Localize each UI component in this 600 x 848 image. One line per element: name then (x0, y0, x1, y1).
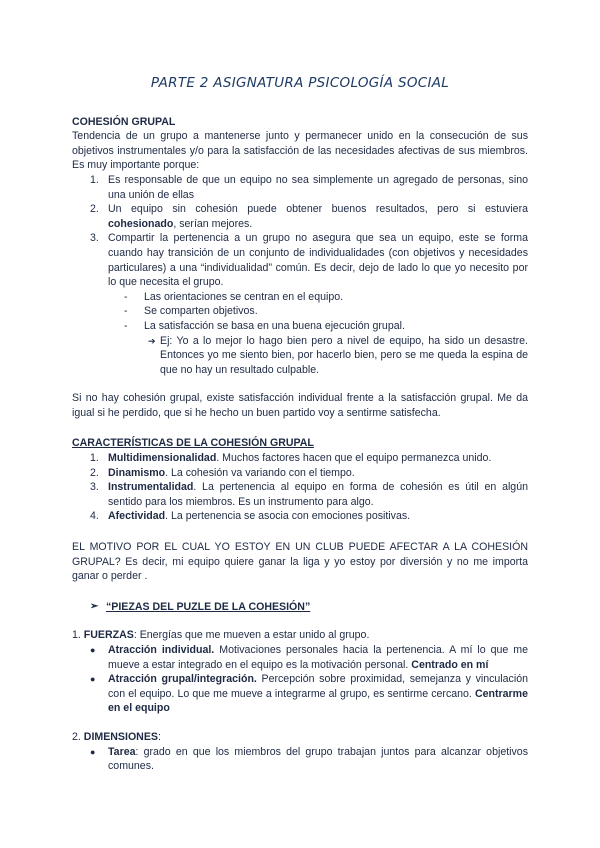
section-heading-puzzle: ➢ “PIEZAS DEL PUZLE DE LA COHESIÓN” (90, 600, 311, 613)
club-motive-question: EL MOTIVO POR EL CUAL YO ESTOY EN UN CLUB PUEDE AFECTAR A LA COHESIÓN GRUPAL? Es decir, mi equipo quiere ganar la liga y yo estoy por diversión y no me importa ganar o perder . (72, 541, 528, 583)
arrow-icon: ➔ (148, 335, 156, 346)
list-item: 1. Multidimensionalidad. Muchos factores hacen que el equipo permanezca unido. (90, 452, 492, 465)
list-item: 3. Compartir la pertenencia a un grupo no asegura que sea un equipo, este se forma cuando hay transición de un conjunto de individualidades (con objetivos y necesidades particulares) a una “individualidad” común. Es decir, dejo de lado lo que yo necesito por lo que necesita el grupo. (90, 232, 528, 289)
team-features-list (72, 290, 528, 334)
list-item: - Las orientaciones se centran en el equipo. (124, 290, 344, 303)
list-item: ● Atracción grupal/integración. Percepción sobre proximidad, semejanza y vinculación con el equipo. Lo que me mueve a integrarme al grupo, es sentirme cercano. Centrarme en el equipo (90, 673, 528, 715)
arrowhead-icon: ➢ (90, 600, 99, 612)
list-item: 3. Instrumentalidad. La pertenencia al equipo en forma de cohesión es útil en algún sentido para los miembros. Es un instrumento para algo. (90, 481, 528, 508)
cohesion-definition: Tendencia de un grupo a mantenerse junto y permanecer unido en la consecución de sus objetivos instrumentales y/o para la satisfacción de las necesidades afectivas de sus miembros. Es muy importante porque: (72, 130, 528, 172)
dimensiones-heading: 2. DIMENSIONES: (72, 730, 161, 743)
cohesion-closing-paragraph: Si no hay cohesión grupal, existe satisfacción individual frente a la satisfacción grupal. Me da igual si he perdido, que si he hecho un buen partido voy a sentirme satisfecha. (72, 392, 528, 419)
characteristics-list (72, 451, 528, 524)
list-item: 2. Un equipo sin cohesión puede obtener buenos resultados, pero si estuviera cohesionado, serían mejores. (90, 203, 528, 230)
cohesion-reasons-list (72, 173, 528, 290)
document-title: PARTE 2 ASIGNATURA PSICOLOGÍA SOCIAL (150, 75, 450, 91)
section-heading-cohesion: COHESIÓN GRUPAL (72, 115, 176, 128)
dimensiones-list (72, 745, 528, 774)
list-item: 1. Es responsable de que un equipo no sea simplemente un agregado de personas, sino una unión de ellas (90, 173, 528, 201)
fuerzas-list (72, 643, 528, 716)
list-item: - La satisfacción se basa en una buena ejecución grupal. (124, 319, 405, 332)
list-item: 2. Dinamismo. La cohesión va variando con el tiempo. (90, 466, 355, 479)
section-heading-characteristics: CARACTERÍSTICAS DE LA COHESIÓN GRUPAL (72, 437, 314, 450)
bullet-icon: ● (90, 746, 96, 757)
example-note: ➔ Ej: Yo a lo mejor lo hago bien pero a nivel de equipo, ha sido un desastre. Entonces yo me siento bien, por hacerlo bien, pero se me queda la espina de que no hay un resultado culpable. (148, 334, 528, 376)
list-item: - Se comparten objetivos. (124, 305, 258, 318)
fuerzas-heading: 1. FUERZAS: Energías que me mueven a estar unido al grupo. (72, 629, 370, 642)
bullet-icon: ● (90, 674, 96, 685)
list-item: ● Atracción individual. Motivaciones personales hacia la pertenencia. A mí lo que me mueve a estar integrado en el equipo es la motivación personal. Centrado en mí (90, 644, 528, 671)
list-item: ● Tarea: grado en que los miembros del grupo trabajan juntos para alcanzar objetivos comunes. (90, 745, 528, 773)
bullet-icon: ● (90, 645, 96, 655)
list-item: 4. Afectividad. La pertenencia se asocia con emociones positivas. (90, 510, 411, 523)
